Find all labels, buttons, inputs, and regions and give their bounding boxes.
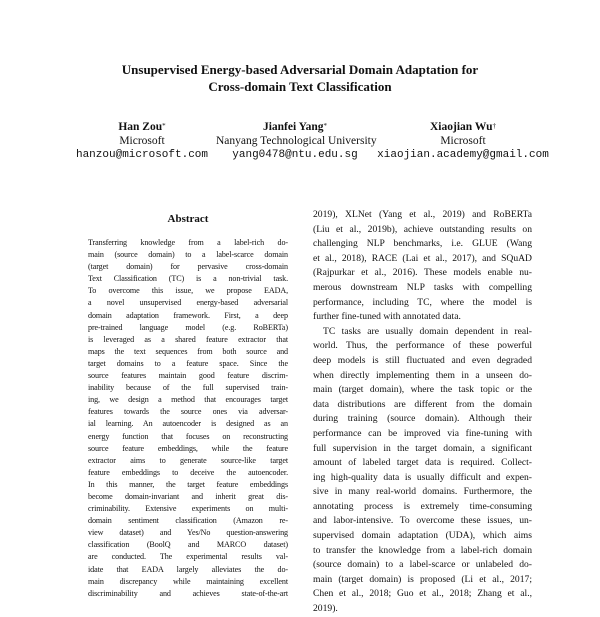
text-line: maps the text sequences from both source and [88, 346, 288, 356]
text-line: challenging NLP benchmarks, i.e. GLUE (Wang [313, 238, 532, 250]
author-mark: * [162, 122, 166, 130]
author-han-zou [68, 120, 216, 162]
text-line: (source domain) to a label-scarce or unlabeled do- [313, 559, 532, 571]
text-line: view dataset) and Yes/No question-answering [88, 528, 288, 538]
author-mark: * [323, 122, 328, 130]
text-line: annotating process is extremely time-consuming [313, 500, 532, 512]
text-line: to transfer the knowledge from a label-rich domain [313, 544, 532, 556]
text-line: when directly implementing them in a unseen do- [313, 369, 532, 381]
author-name: Xiaojian Wu [429, 121, 493, 133]
author-jianfei-yang [216, 120, 377, 162]
text-line: Transferring knowledge from a label-rich do- [88, 238, 288, 247]
abstract-heading: Abstract [167, 213, 209, 225]
author-xiaojian-wu [374, 120, 552, 162]
text-line: (Liu et al., 2019b), achieve outstanding results on [313, 223, 532, 235]
text-line: (Rajpurkar et al., 2016). These models enable nu- [313, 267, 532, 279]
author-affiliation: Nanyang Technological University [216, 135, 377, 147]
author-email[interactable]: hanzou@microsoft.com [75, 149, 209, 161]
text-line: source feature embeddings, while the feature [88, 443, 288, 453]
text-line: ing, we design a method that encourages target [88, 395, 288, 405]
text-line: main discrepancy while maintaining excellent [88, 576, 288, 586]
author-affiliation: Microsoft [440, 135, 486, 147]
text-line: energy function that focuses on reconstructing [88, 431, 288, 441]
text-line: feature embeddings to deceive the autoencoder. [88, 467, 288, 477]
author-name: Jianfei Yang [262, 121, 324, 133]
author-name: Han Zou [118, 121, 163, 133]
text-line: is leveraged as a shared feature extractor that [88, 334, 288, 344]
introduction-body [313, 208, 532, 617]
text-line: criminability. Extensive experiments on multi- [88, 504, 288, 514]
text-line: supervised domain adaptation (UDA), which aims [313, 530, 532, 542]
text-line: domain adaptation framework. First, a deep [88, 310, 288, 320]
text-line: world. Thus, the performance of these powerful [313, 340, 532, 352]
text-line: and labor-intensive. To overcome these issues, un- [313, 515, 532, 527]
text-line: sive in many real-world domains. Furthermore, the [313, 486, 532, 498]
text-line: further fine-tuned with annotated data. [313, 311, 461, 323]
text-line: ing high-quality data is usually difficult and expen- [313, 471, 532, 483]
author-affiliation: Microsoft [119, 135, 165, 147]
text-line: performance can be improved via fine-tuning with [313, 427, 532, 439]
text-line: idate that EADA largely alleviates the do- [88, 564, 288, 574]
text-line: merous downstream NLP tasks with compelling [313, 281, 532, 293]
text-line: performance, including TC, where the model is [313, 296, 532, 308]
text-line: are conducted. The experimental results val- [88, 552, 288, 562]
text-line: amount of labeled target data is required. Collect- [313, 457, 532, 469]
text-line: 2019). [313, 603, 338, 615]
title-line-2: Cross-domain Text Classification [208, 79, 392, 94]
text-line: classification (BoolQ and MARCO dataset) [88, 540, 288, 550]
text-line: target domains to a feature space. Since the [88, 358, 288, 368]
text-line: Text Classification (TC) is a non-trivial task. [88, 274, 288, 284]
text-line: become domain-invariant and inherit great dis- [88, 491, 288, 501]
text-line: In this manner, the target feature embeddings [88, 479, 288, 489]
title-line-1: Unsupervised Energy-based Adversarial Domain Adaptation for [121, 62, 479, 77]
text-line: a novel unsupervised energy-based adversarial [88, 298, 288, 308]
author-block [0, 120, 600, 170]
author-email[interactable]: yang0478@ntu.edu.sg [232, 149, 358, 161]
text-line: ial learning. An autoencoder is designed as an [88, 419, 288, 429]
text-line: pre-trained language model (e.g. RoBERTa) [88, 322, 288, 332]
text-line: discriminability and achieves state-of-the-art [88, 588, 288, 598]
text-line: extractor aims to generate source-like target [88, 455, 288, 465]
text-line: (target domain) for pervasive cross-domain [88, 262, 288, 272]
text-line: full supervision in the target domain, a significant [313, 442, 532, 454]
text-line: inability because of the full supervised train- [88, 383, 288, 393]
text-line: during training (source domain). Although their [313, 413, 532, 425]
text-line: main (source domain) to a label-scarce domain [88, 250, 288, 260]
text-line: main (target domain) is proposed (Li et al., 2017; [313, 573, 532, 585]
text-line: features towards the source ones via adversar- [88, 407, 288, 417]
text-line: TC tasks are usually domain dependent in real- [323, 325, 532, 337]
abstract-body [88, 237, 288, 600]
paper-title [0, 61, 600, 95]
text-line: domain sentiment classification (Amazon re- [88, 516, 288, 526]
text-line: To overcome this issue, we propose EADA, [88, 286, 288, 296]
text-line: data distributions are different from the domain [313, 398, 532, 410]
text-line: source features maintain good feature discrim- [88, 371, 288, 381]
text-line: Chen et al., 2018; Guo et al., 2018; Zhang et al., [313, 588, 532, 600]
text-line: 2019), XLNet (Yang et al., 2019) and RoBERTa [313, 209, 532, 220]
text-line: et al., 2018), RACE (Lai et al., 2017), and SQuAD [313, 252, 532, 264]
author-mark: † [492, 122, 497, 130]
text-line: deep models is still fluctuated and even degraded [313, 354, 532, 366]
text-line: main (target domain), where the task topic or the [313, 384, 532, 396]
author-email[interactable]: xiaojian.academy@gmail.com [377, 149, 549, 161]
